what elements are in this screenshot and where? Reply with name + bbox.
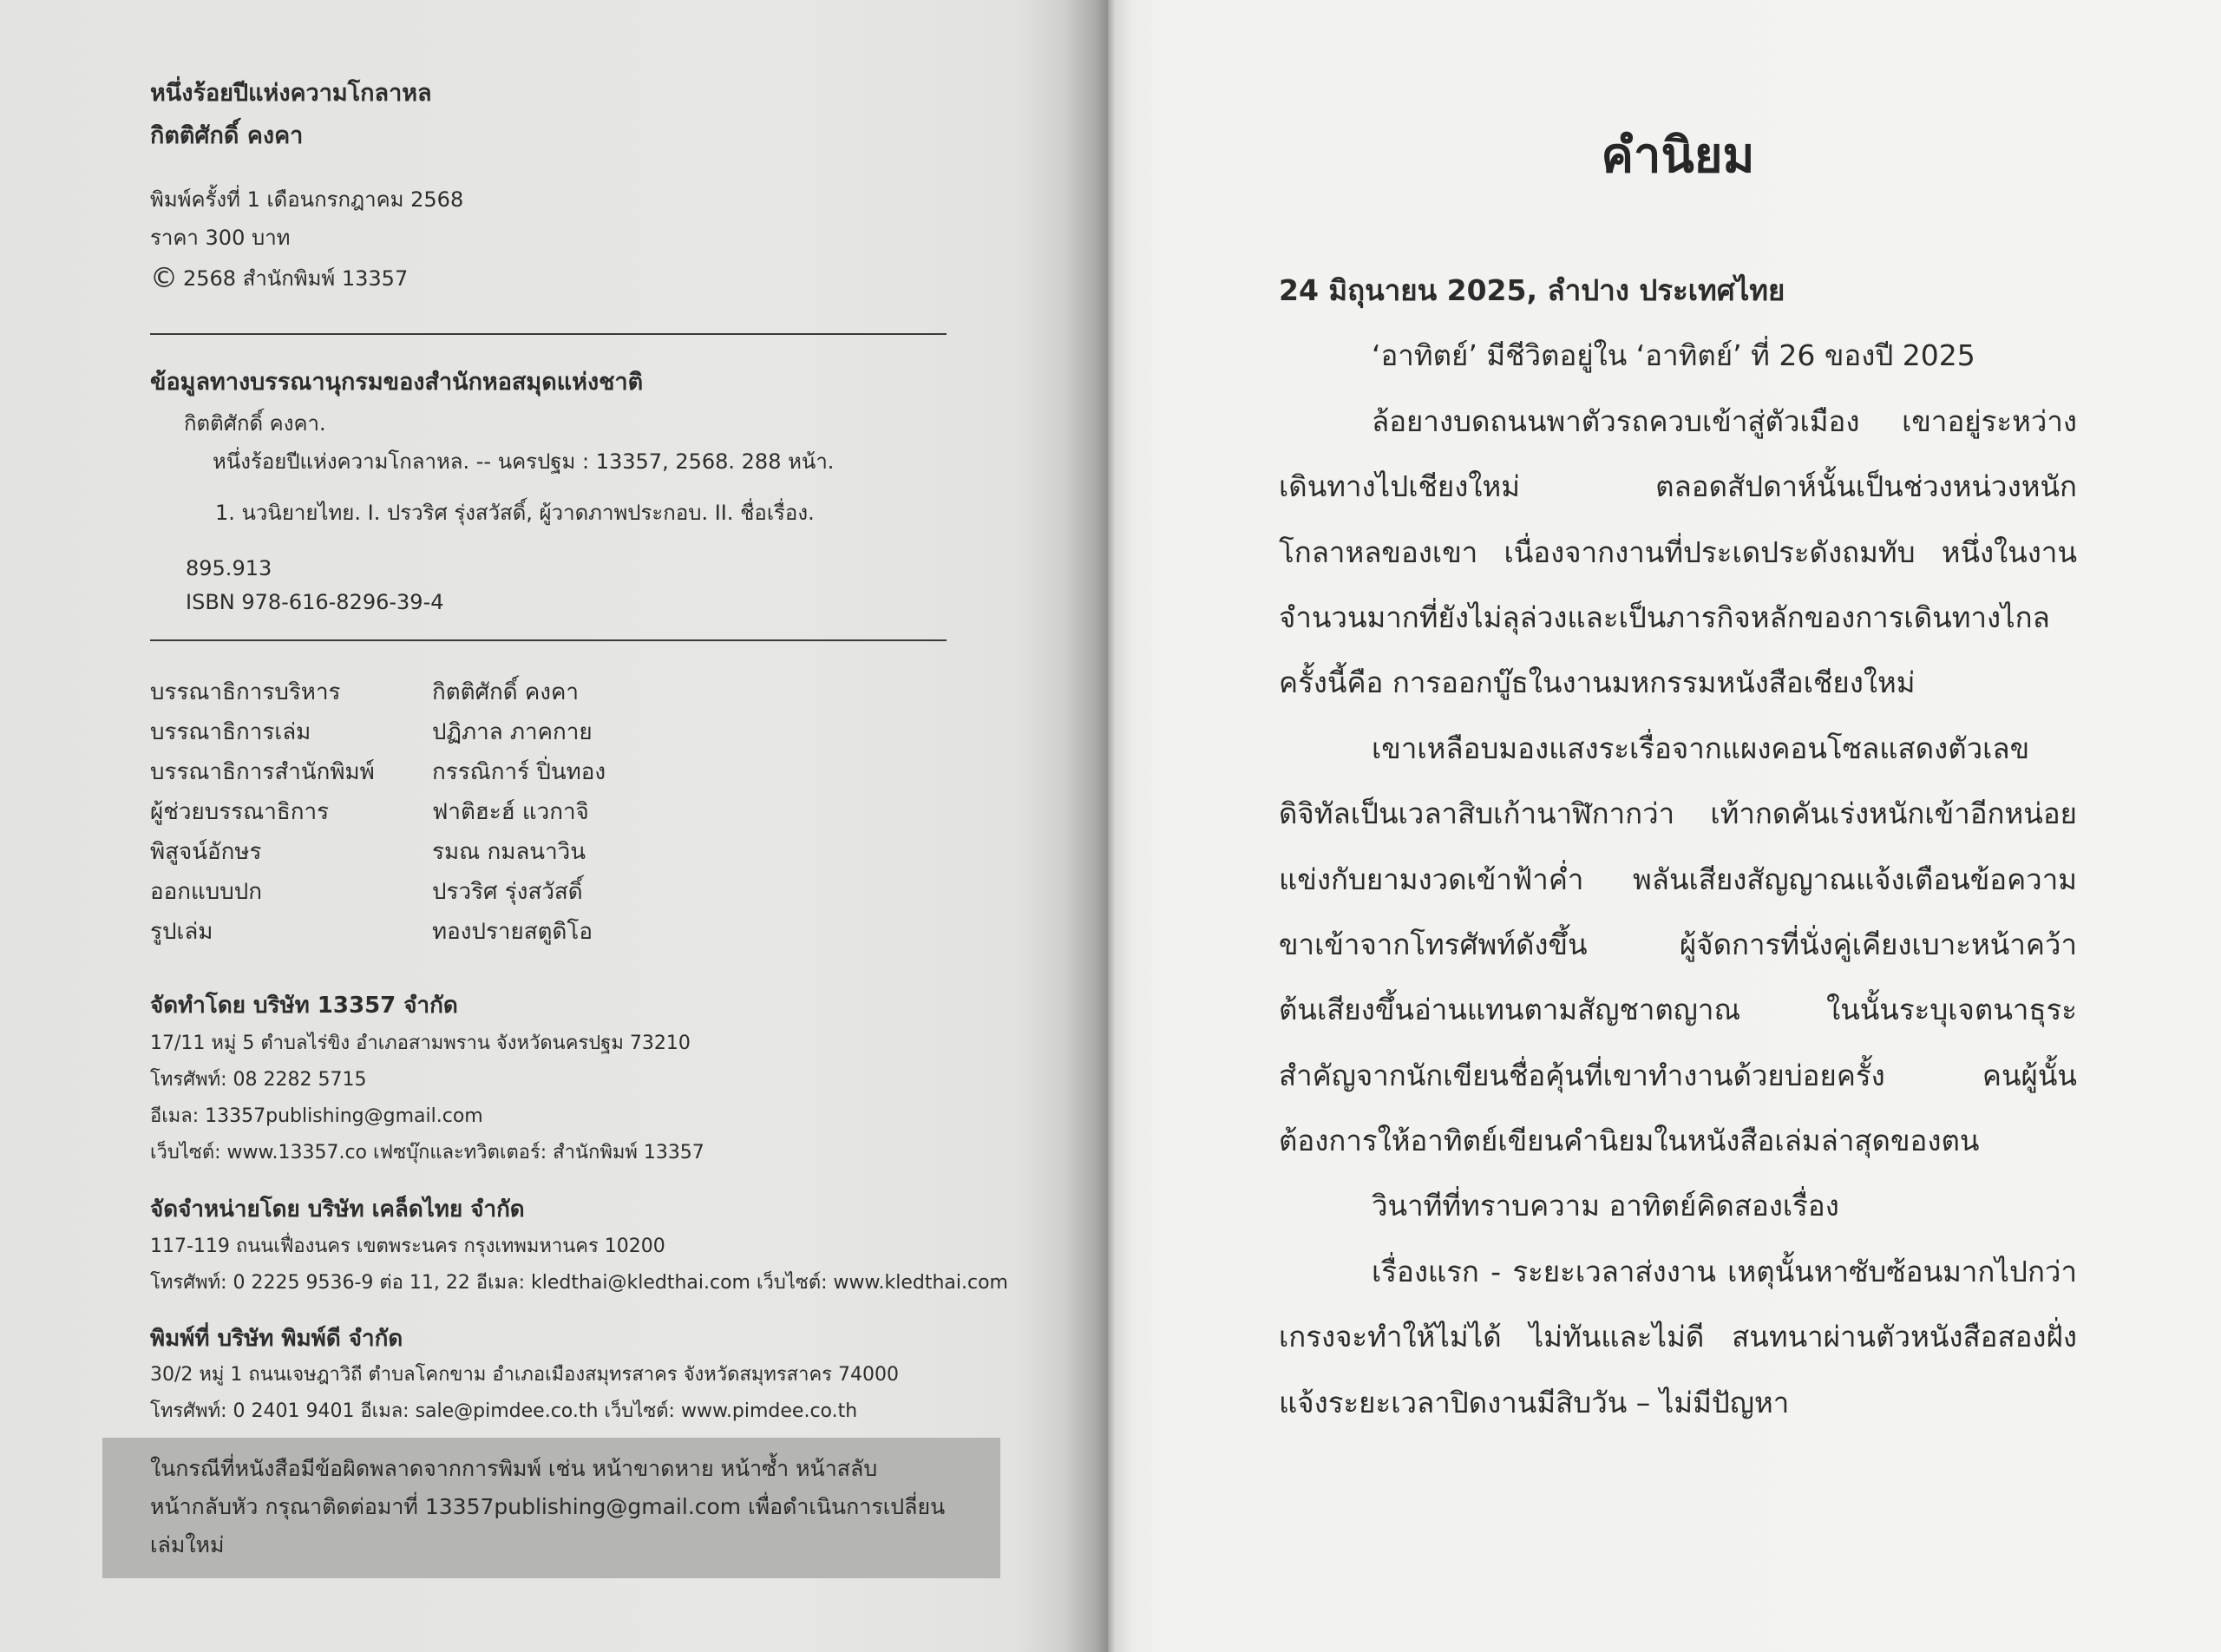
credit-name: ทองปรายสตูดิโอ bbox=[432, 919, 593, 945]
credit-role: พิสูจน์อักษร bbox=[150, 839, 262, 865]
credit-role: ผู้ช่วยบรรณาธิการ bbox=[150, 799, 330, 825]
paragraph-line: แจ้งระยะเวลาปิดงานมีสิบวัน – ไม่มีปัญหา bbox=[1279, 1385, 1790, 1419]
cip-title-line: หนึ่งร้อยปีแห่งความโกลาหล. -- นครปฐม : 13357, 2568. 288 หน้า. bbox=[213, 449, 835, 474]
paragraph-line: แข่งกับยามงวดเข้าฟ้าค่ำ พลันเสียงสัญญาณแจ้งเตือนข้อความ bbox=[1279, 862, 2077, 896]
credit-row bbox=[150, 712, 931, 752]
paragraph-line: ขาเข้าจากโทรศัพท์ดังขึ้น ผู้จัดการที่นั่งคู่เคียงเบาะหน้าคว้า bbox=[1279, 927, 2077, 961]
dateline: 24 มิถุนายน 2025, ลำปาง ประเทศไทย bbox=[1279, 273, 1785, 307]
credit-role: บรรณาธิการเล่ม bbox=[150, 719, 311, 745]
divider-bottom bbox=[150, 639, 947, 641]
credit-name: กรรณิการ์ ปิ่นทอง bbox=[432, 759, 606, 785]
divider-top bbox=[150, 333, 947, 335]
cip-isbn: ISBN 978-616-8296-39-4 bbox=[186, 590, 444, 614]
credit-role: รูปเล่ม bbox=[150, 919, 213, 945]
cip-subjects: 1. นวนิยายไทย. I. ปรวริศ รุ่งสวัสดิ์, ผู้วาดภาพประกอบ. II. ชื่อเรื่อง. bbox=[215, 501, 815, 525]
copyright-icon: © bbox=[150, 261, 178, 294]
paragraph-line: เดินทางไปเชียงใหม่ ตลอดสัปดาห์นั้นเป็นช่วงหน่วงหนัก bbox=[1279, 469, 2077, 504]
price-info: ราคา 300 บาท bbox=[150, 226, 291, 250]
printer-details bbox=[150, 1360, 899, 1433]
producer-heading: จัดทำโดย บริษัท 13357 จำกัด bbox=[150, 993, 458, 1019]
edition-info: พิมพ์ครั้งที่ 1 เดือนกรกฎาคม 2568 bbox=[150, 187, 464, 212]
producer-details bbox=[150, 1029, 704, 1175]
credit-name: ปรวริศ รุ่งสวัสดิ์ bbox=[432, 879, 583, 905]
credit-row bbox=[150, 912, 931, 952]
credit-row bbox=[150, 672, 931, 712]
notice-line: ในกรณีที่หนังสือมีข้อผิดพลาดจากการพิมพ์ เช่น หน้าขาดหาย หน้าซ้ำ หน้าสลับ bbox=[150, 1456, 878, 1481]
book-title: หนึ่งร้อยปีแห่งความโกลาหล bbox=[150, 80, 432, 107]
credit-role: บรรณาธิการบริหาร bbox=[150, 679, 341, 705]
credit-role: บรรณาธิการสำนักพิมพ์ bbox=[150, 759, 375, 785]
right-page-preface bbox=[1108, 0, 2221, 1652]
preface-body bbox=[1279, 258, 2077, 1435]
credit-row bbox=[150, 832, 931, 872]
cip-class-number: 895.913 bbox=[186, 556, 272, 580]
paragraph-line: ครั้งนี้คือ การออกบู๊ธในงานมหกรรมหนังสือเชียงใหม่ bbox=[1279, 665, 1916, 700]
paragraph-line: ดิจิทัลเป็นเวลาสิบเก้านาฬิกากว่า เท้ากดคันเร่งหนักเข้าอีกหน่อย bbox=[1279, 796, 2077, 831]
producer-phone: โทรศัพท์: 08 2282 5715 bbox=[150, 1069, 367, 1091]
credit-role: ออกแบบปก bbox=[150, 879, 262, 905]
credit-name: ปฏิภาล ภาคกาย bbox=[432, 719, 593, 745]
left-page-copyright bbox=[0, 0, 1108, 1652]
paragraph-line: สำคัญจากนักเขียนชื่อคุ้นที่เขาทำงานด้วยบ่อยครั้ง คนผู้นั้น bbox=[1279, 1058, 2077, 1092]
paragraph-line: จำนวนมากที่ยังไม่ลุล่วงและเป็นภารกิจหลักของการเดินทางไกล bbox=[1279, 600, 2050, 634]
printer-heading: พิมพ์ที่ บริษัท พิมพ์ดี จำกัด bbox=[150, 1326, 403, 1352]
paragraph-line: ต้องการให้อาทิตย์เขียนคำนิยมในหนังสือเล่มล่าสุดของตน bbox=[1279, 1124, 1980, 1158]
credit-name: กิตติศักดิ์ คงคา bbox=[432, 679, 579, 705]
paragraph-line: ล้อยางบดถนนพาตัวรถควบเข้าสู่ตัวเมือง เขาอยู่ระหว่าง bbox=[1372, 403, 2077, 438]
notice-line: เล่มใหม่ bbox=[150, 1532, 225, 1557]
paragraph-line: เขาเหลือบมองแสงระเรื่อจากแผงคอนโซลแสดงตัวเลข bbox=[1372, 731, 2030, 765]
printer-address: 30/2 หมู่ 1 ถนนเจษฎาวิถี ตำบลโคกขาม อำเภอเมืองสมุทรสาคร จังหวัดสมุทรสาคร 74000 bbox=[150, 1364, 899, 1386]
distributor-details bbox=[150, 1232, 1008, 1305]
book-author: กิตติศักดิ์ คงคา bbox=[150, 122, 304, 149]
paragraph-line: วินาทีที่ทราบความ อาทิตย์คิดสองเรื่อง bbox=[1372, 1189, 1839, 1223]
paragraph-line: เรื่องแรก - ระยะเวลาส่งงาน เหตุนั้นหาซับซ้อนมากไปกว่า bbox=[1372, 1254, 2077, 1288]
paragraph-line: เกรงจะทำให้ไม่ได้ ไม่ทันและไม่ดี สนทนาผ่านตัวหนังสือสองฝั่ง bbox=[1279, 1320, 2077, 1354]
paragraph-line: ต้นเสียงขึ้นอ่านแทนตามสัญชาตญาณ ในนั้นระบุเจตนาธุระ bbox=[1279, 993, 2077, 1027]
misprint-notice-box bbox=[102, 1438, 1000, 1578]
preface-title: คำนิยม bbox=[1601, 128, 1755, 184]
producer-email: อีเมล: 13357publishing@gmail.com bbox=[150, 1105, 483, 1127]
distributor-contact: โทรศัพท์: 0 2225 9536-9 ต่อ 11, 22 อีเมล: kledthai@kledthai.com เว็บไซต์: www.kledthai.com bbox=[150, 1272, 1008, 1294]
notice-line: หน้ากลับหัว กรุณาติดต่อมาที่ 13357publishing@gmail.com เพื่อดำเนินการเปลี่ยน bbox=[150, 1494, 946, 1519]
distributor-heading: จัดจำหน่ายโดย บริษัท เคล็ดไทย จำกัด bbox=[150, 1196, 525, 1223]
misprint-notice-text bbox=[150, 1450, 945, 1564]
producer-address: 17/11 หมู่ 5 ตำบลไร่ขิง อำเภอสามพราน จังหวัดนครปฐม 73210 bbox=[150, 1032, 691, 1054]
credit-row bbox=[150, 872, 931, 912]
cip-heading: ข้อมูลทางบรรณานุกรมของสำนักหอสมุดแห่งชาติ bbox=[150, 369, 644, 396]
credit-name: ฟาติฮะฮ์ แวกาจิ bbox=[432, 799, 589, 825]
copyright-line bbox=[150, 262, 408, 293]
paragraph-line: โกลาหลของเขา เนื่องจากงานที่ประเดประดังถมทับ หนึ่งในงาน bbox=[1279, 534, 2077, 569]
credit-name: รมณ กมลนาวิน bbox=[432, 839, 586, 865]
distributor-address: 117-119 ถนนเฟื่องนคร เขตพระนคร กรุงเทพมหานคร 10200 bbox=[150, 1236, 665, 1257]
credit-row bbox=[150, 752, 931, 792]
producer-website: เว็บไซต์: www.13357.co เฟซบุ๊กและทวิตเตอร์: สำนักพิมพ์ 13357 bbox=[150, 1142, 704, 1164]
credit-row bbox=[150, 792, 931, 832]
copyright-text: 2568 สำนักพิมพ์ 13357 bbox=[183, 266, 409, 291]
paragraph-line: ‘อาทิตย์’ มีชีวิตอยู่ใน ‘อาทิตย์’ ที่ 26 ของปี 2025 bbox=[1372, 338, 1975, 373]
credits-list bbox=[150, 672, 931, 952]
cip-author: กิตติศักดิ์ คงคา. bbox=[184, 411, 326, 436]
printer-contact: โทรศัพท์: 0 2401 9401 อีเมล: sale@pimdee.co.th เว็บไซต์: www.pimdee.co.th bbox=[150, 1400, 858, 1422]
